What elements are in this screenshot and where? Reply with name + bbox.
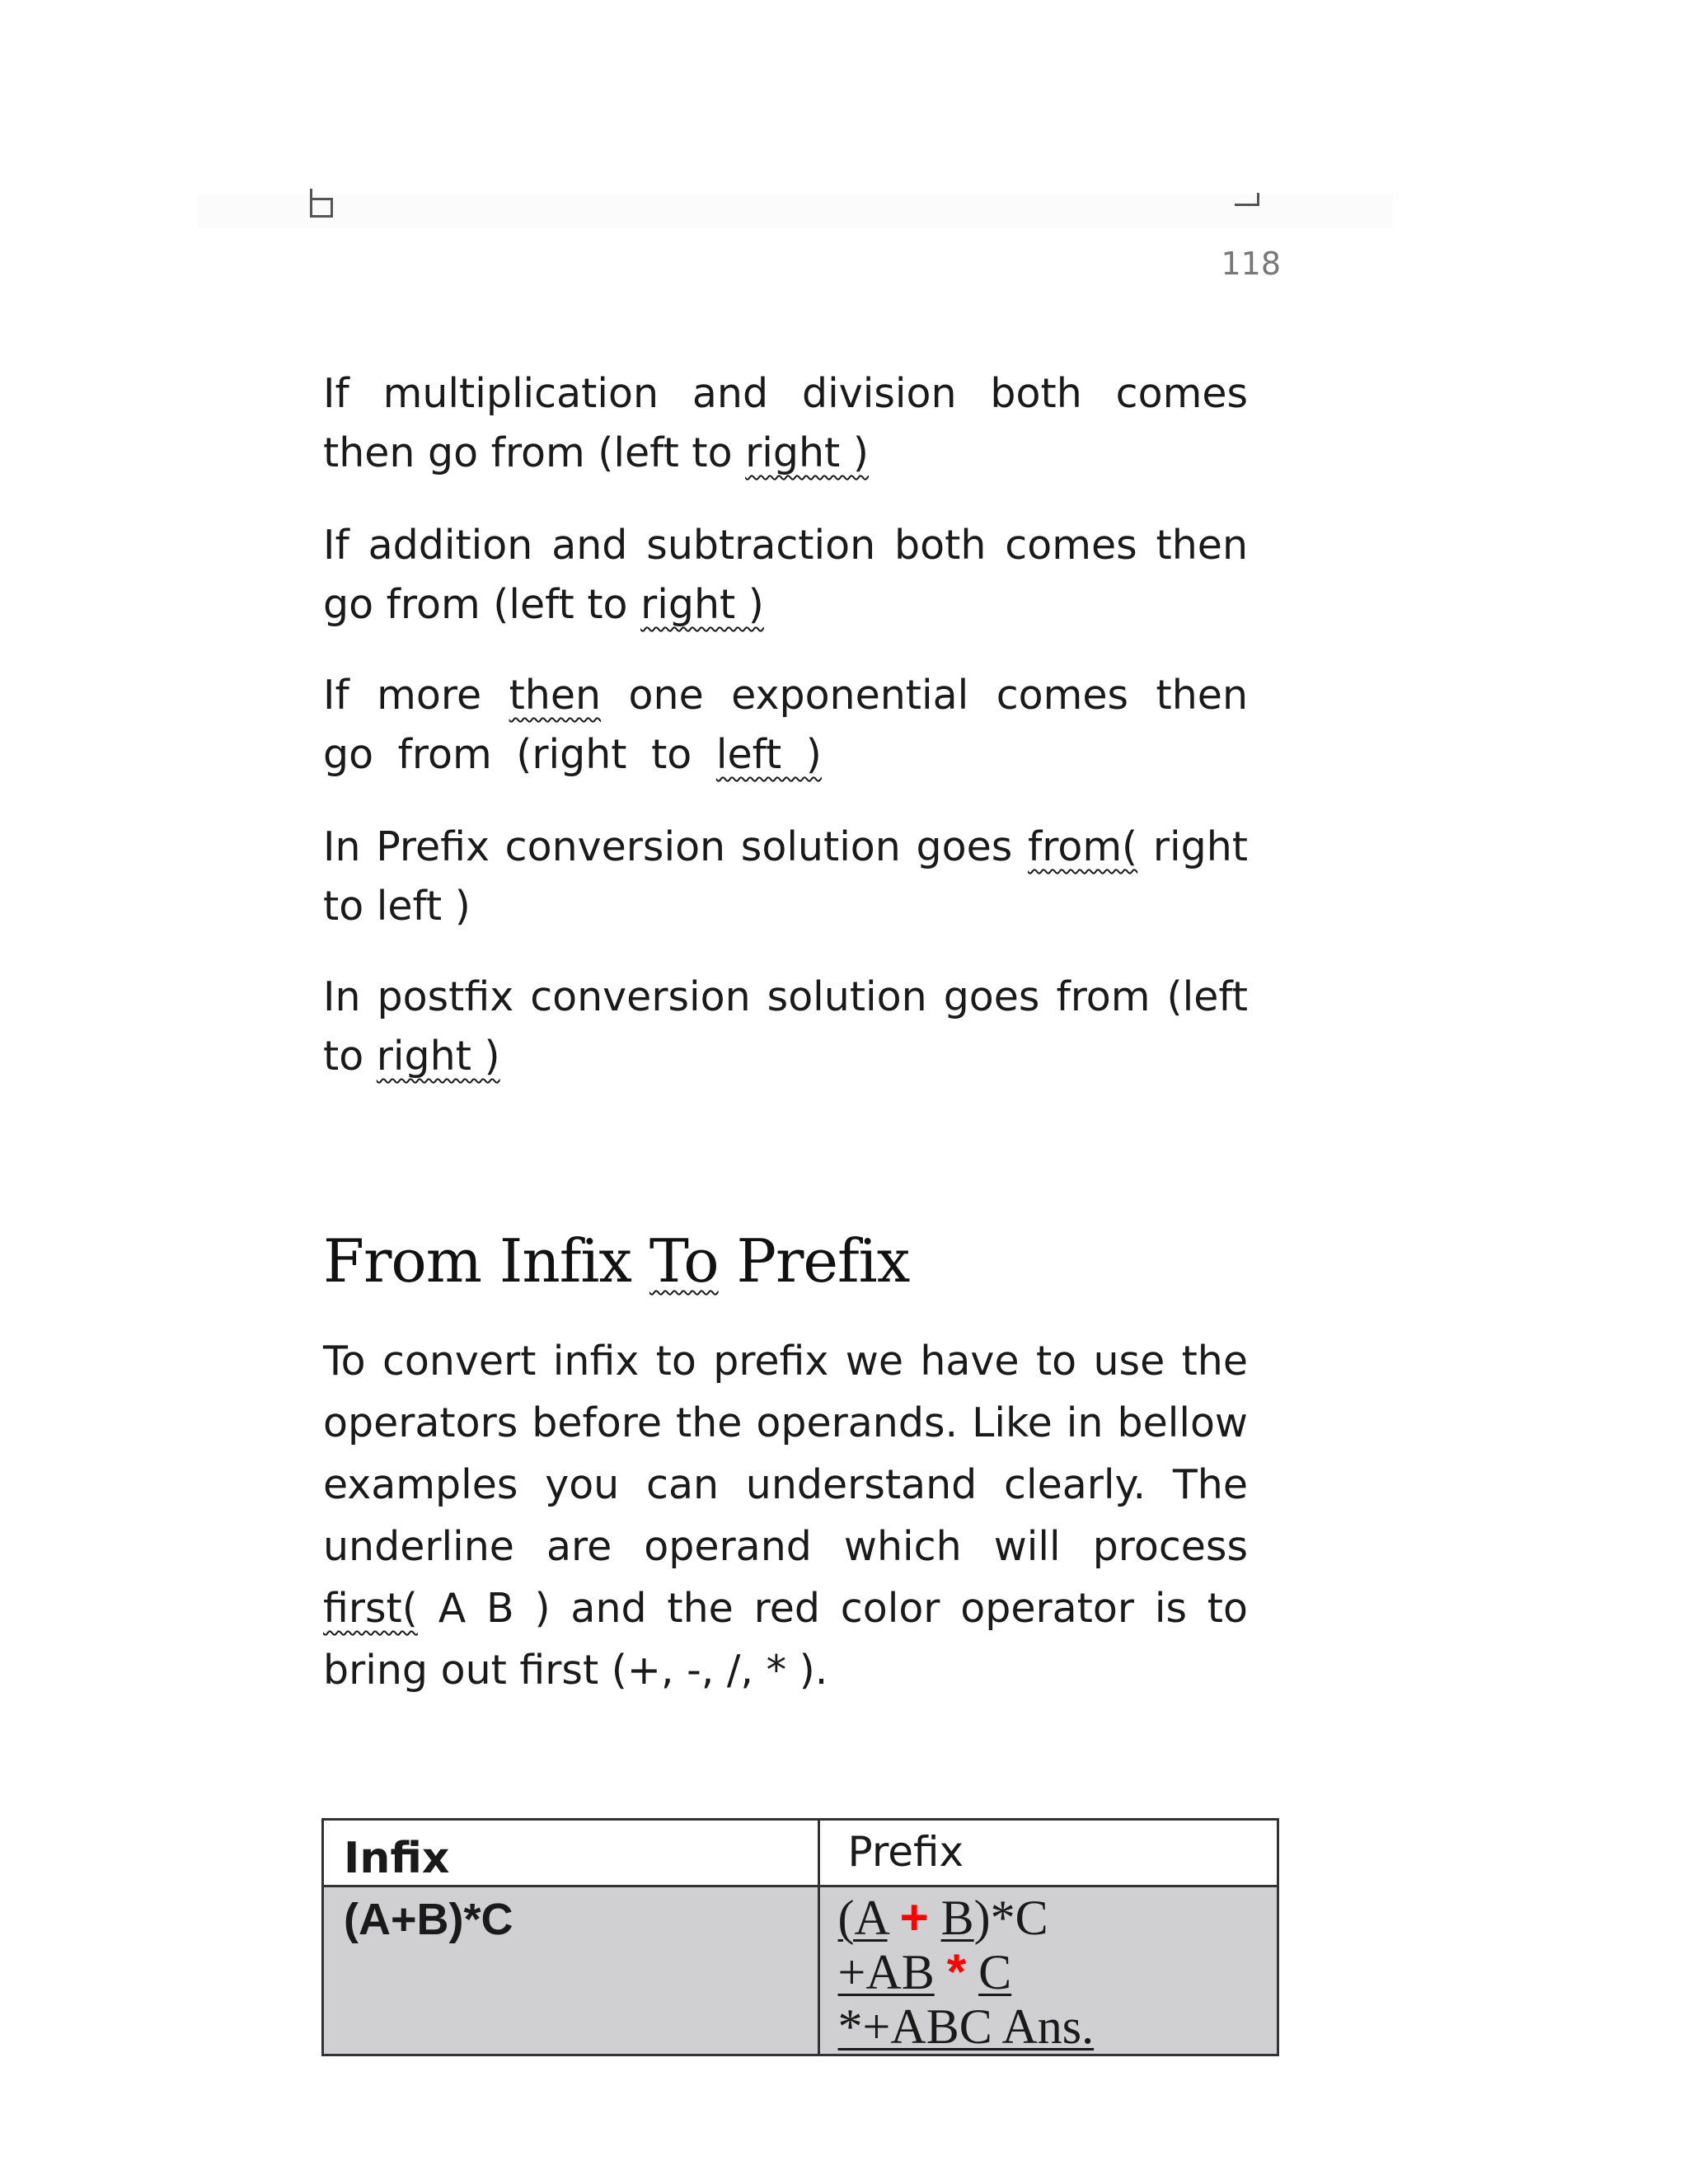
rule-text: In postfix conversion solution goes from (left to xyxy=(323,973,1248,1080)
spellcheck-mark: first( xyxy=(323,1585,418,1632)
spellcheck-mark: right ) xyxy=(745,429,869,476)
spellcheck-mark: right ) xyxy=(376,1033,500,1080)
table-header-row xyxy=(323,1820,1278,1886)
table-row xyxy=(323,1886,1278,2055)
prefix-step-2 xyxy=(838,1945,1277,1999)
operand-underlined: A xyxy=(854,1891,888,1945)
crop-mark-right-icon xyxy=(1235,193,1259,206)
section-intro xyxy=(323,1330,1248,1701)
infix-cell xyxy=(323,1886,819,2055)
crop-mark-left-icon xyxy=(310,198,333,218)
rule-prefix-direction xyxy=(323,818,1248,936)
rule-text: In Prefix conversion solution goes xyxy=(323,823,1029,870)
red-operator: * xyxy=(946,1944,967,1999)
section-heading xyxy=(323,1220,909,1302)
page-number: 118 xyxy=(1221,246,1281,282)
header-prefix: Prefix xyxy=(818,1820,1278,1886)
operand-underlined: C xyxy=(978,1945,1012,1999)
intro-text: To convert infix to prefix we have to use the operators before the operands. Like in bellow examples you can understand clearly. The underline are operand which will process xyxy=(323,1338,1248,1570)
rule-multiplication-division xyxy=(323,364,1248,483)
spellcheck-mark: from( xyxy=(1028,823,1138,870)
rule-text: right to left ) xyxy=(323,823,1249,930)
conversion-table xyxy=(321,1818,1279,2056)
header-infix: Infix xyxy=(323,1820,819,1886)
operand-underlined: +AB xyxy=(837,1945,935,1999)
step-text: ( xyxy=(837,1891,855,1945)
spellcheck-mark: left ) xyxy=(715,731,822,778)
spellcheck-mark: right ) xyxy=(640,581,764,628)
intro-text: A B ) and the red color operator is to bring out first (+, -, /, * ). xyxy=(323,1585,1248,1694)
step-text: )*C xyxy=(973,1891,1048,1945)
operand-underlined: B xyxy=(940,1891,974,1945)
prefix-steps xyxy=(820,1887,1277,2054)
rule-text: one exponential comes then go from (right to xyxy=(323,672,1249,778)
heading-text: From Infix xyxy=(323,1226,649,1296)
heading-text: Prefix xyxy=(718,1226,910,1296)
header-band xyxy=(198,194,1393,227)
rule-postfix-direction xyxy=(323,968,1248,1086)
rule-text: If more xyxy=(323,672,509,719)
prefix-answer: *+ABC Ans. xyxy=(837,1999,1095,2054)
spellcheck-mark: then xyxy=(509,672,602,719)
rule-text: If multiplication and division both comes then go from (left to xyxy=(323,370,1248,476)
rule-text: If addition and subtraction both comes then go from (left to xyxy=(323,522,1248,628)
spellcheck-mark: To xyxy=(649,1226,719,1296)
rule-addition-subtraction xyxy=(323,516,1248,635)
red-operator: + xyxy=(899,1890,929,1945)
prefix-cell xyxy=(818,1886,1278,2055)
prefix-step-1 xyxy=(838,1891,1277,1945)
infix-expression: (A+B)*C xyxy=(344,1895,513,1944)
rule-exponential xyxy=(323,666,1248,785)
